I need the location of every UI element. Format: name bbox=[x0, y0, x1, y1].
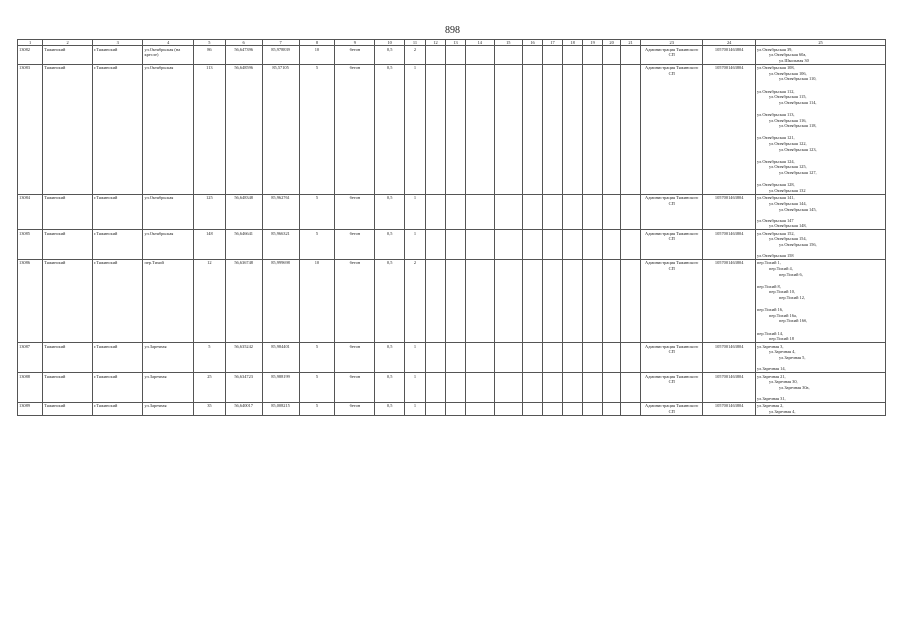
cell-house: 148 bbox=[194, 230, 226, 260]
address-list bbox=[757, 65, 884, 193]
column-number: 5 bbox=[194, 40, 226, 46]
address-item: ул.Октябрьская 123, bbox=[779, 146, 817, 152]
cell-served-addresses bbox=[756, 230, 886, 260]
empty-cell bbox=[603, 373, 621, 403]
address-item: ул.Заречная 14, bbox=[757, 365, 786, 371]
column-number: 10 bbox=[375, 40, 405, 46]
address-item: ул.Октябрьская 108, bbox=[757, 65, 795, 71]
cell-volume: 0,5 bbox=[375, 373, 405, 403]
cell-surface: бетон bbox=[335, 402, 375, 415]
cell-owner: Администрация Тяжинского СП bbox=[641, 259, 703, 342]
address-item: ул.Октябрьская 113, bbox=[757, 112, 795, 118]
empty-cell bbox=[563, 46, 583, 65]
address-item: ул.Октябрьская 144, bbox=[769, 200, 807, 206]
table-row bbox=[18, 230, 886, 260]
cell-district: Тяжинский bbox=[43, 64, 93, 194]
empty-cell bbox=[563, 230, 583, 260]
empty-cell bbox=[523, 194, 543, 229]
table-row bbox=[18, 259, 886, 342]
column-number: 9 bbox=[335, 40, 375, 46]
empty-cell bbox=[466, 343, 494, 373]
empty-cell bbox=[446, 373, 466, 403]
table-row bbox=[18, 64, 886, 194]
cell-settlement: г.Тяжинский bbox=[92, 230, 143, 260]
cell-lat: 56,636748 bbox=[225, 259, 262, 342]
empty-cell bbox=[603, 194, 621, 229]
address-list bbox=[757, 195, 884, 228]
cell-owner: Администрация Тяжинского СП bbox=[641, 194, 703, 229]
cell-house: 125 bbox=[194, 194, 226, 229]
cell-area: 5 bbox=[299, 230, 335, 260]
cell-lat: 56,647396 bbox=[225, 46, 262, 65]
table-row bbox=[18, 343, 886, 373]
address-item: ул.Октябрьская 132 bbox=[769, 187, 806, 193]
table-row bbox=[18, 194, 886, 229]
address-item: ул.Заречная 21, bbox=[757, 373, 786, 379]
cell-volume: 0,5 bbox=[375, 46, 405, 65]
column-number: 12 bbox=[426, 40, 446, 46]
empty-cell bbox=[426, 64, 446, 194]
empty-cell bbox=[446, 46, 466, 65]
empty-cell bbox=[603, 64, 621, 194]
cell-volume: 0,5 bbox=[375, 402, 405, 415]
empty-cell bbox=[494, 259, 522, 342]
cell-lon: 85,999698 bbox=[262, 259, 299, 342]
empty-cell bbox=[621, 373, 641, 403]
cell-district: Тяжинский bbox=[43, 230, 93, 260]
empty-cell bbox=[603, 46, 621, 65]
empty-cell bbox=[621, 402, 641, 415]
cell-count: 1 bbox=[404, 64, 425, 194]
address-item: ул.Октябрьская 115, bbox=[769, 94, 807, 100]
cell-served-addresses bbox=[756, 259, 886, 342]
address-item: ул.Октябрьская 122, bbox=[769, 141, 807, 146]
empty-cell bbox=[543, 373, 563, 403]
address-item: пер.Тихий 1, bbox=[757, 260, 781, 266]
cell-ogrn: 1057001463804 bbox=[703, 230, 756, 260]
column-number: 18 bbox=[563, 40, 583, 46]
address-item: ул.Октябрьская 145, bbox=[779, 206, 817, 212]
address-item: ул.Заречная 30, bbox=[769, 379, 798, 385]
empty-cell bbox=[621, 194, 641, 229]
empty-cell bbox=[583, 230, 603, 260]
empty-cell bbox=[523, 259, 543, 342]
cell-surface: бетон bbox=[335, 230, 375, 260]
empty-cell bbox=[523, 230, 543, 260]
address-item: пер.Тихий 6, bbox=[779, 271, 803, 277]
cell-settlement: г.Тяжинский bbox=[92, 194, 143, 229]
cell-id: 13084 bbox=[18, 194, 43, 229]
address-item: ул.Октябрьская 152, bbox=[757, 230, 795, 236]
cell-street: ул.Заречная bbox=[143, 402, 194, 415]
column-number: 20 bbox=[603, 40, 621, 46]
empty-cell bbox=[523, 343, 543, 373]
cell-district: Тяжинский bbox=[43, 194, 93, 229]
cell-surface: бетон bbox=[335, 46, 375, 65]
cell-house: 12 bbox=[194, 259, 226, 342]
cell-count: 2 bbox=[404, 46, 425, 65]
address-item: ул.Заречная 3, bbox=[757, 343, 784, 349]
cell-street: ул.Октябрьская bbox=[143, 230, 194, 260]
address-item: ул.Октябрьская 121, bbox=[757, 135, 795, 141]
empty-cell bbox=[543, 402, 563, 415]
address-item: пер.Тихий 16а, bbox=[769, 312, 797, 318]
address-list bbox=[757, 344, 884, 372]
cell-settlement: г.Тяжинский bbox=[92, 402, 143, 415]
address-item: ул.Октябрьская 125, bbox=[769, 164, 807, 170]
cell-ogrn: 1057001463804 bbox=[703, 46, 756, 65]
address-item: ул.Октябрьская 114, bbox=[779, 99, 817, 105]
cell-area: 5 bbox=[299, 194, 335, 229]
address-item: ул.Октябрьская 141, bbox=[757, 195, 795, 201]
address-item: пер.Тихий 12, bbox=[779, 295, 806, 301]
column-number: 21 bbox=[621, 40, 641, 46]
empty-cell bbox=[583, 259, 603, 342]
empty-cell bbox=[466, 64, 494, 194]
empty-cell bbox=[494, 373, 522, 403]
cell-lon: 85,962761 bbox=[262, 194, 299, 229]
empty-cell bbox=[466, 46, 494, 65]
table-row bbox=[18, 373, 886, 403]
cell-house: 35 bbox=[194, 402, 226, 415]
address-item: ул.Школьная 30 bbox=[779, 57, 809, 63]
cell-area: 5 bbox=[299, 64, 335, 194]
empty-cell bbox=[583, 194, 603, 229]
address-item: ул.Октябрьская 116, bbox=[769, 117, 807, 123]
cell-owner: Администрация Тяжинского СП bbox=[641, 46, 703, 65]
cell-id: 13085 bbox=[18, 230, 43, 260]
column-number: 11 bbox=[404, 40, 425, 46]
address-list bbox=[757, 403, 884, 414]
address-item: ул.Октябрьская 39, bbox=[757, 46, 793, 52]
empty-cell bbox=[583, 64, 603, 194]
address-item: ул.Октябрьская 154, bbox=[769, 236, 807, 242]
column-number: 24 bbox=[703, 40, 756, 46]
empty-cell bbox=[494, 343, 522, 373]
empty-cell bbox=[426, 402, 446, 415]
empty-cell bbox=[446, 230, 466, 260]
cell-district: Тяжинский bbox=[43, 259, 93, 342]
column-number: 25 bbox=[756, 40, 886, 46]
empty-cell bbox=[494, 64, 522, 194]
address-item: ул.Октябрьская 156, bbox=[779, 241, 817, 247]
address-item: пер.Тихий 18 bbox=[769, 336, 794, 342]
empty-cell bbox=[543, 259, 563, 342]
address-item: ул.Заречная 4, bbox=[769, 349, 796, 355]
page-number: 898 bbox=[445, 25, 460, 36]
cell-owner: Администрация Тяжинского СП bbox=[641, 402, 703, 415]
cell-surface: бетон bbox=[335, 343, 375, 373]
cell-house: 113 bbox=[194, 64, 226, 194]
cell-ogrn: 1057001463804 bbox=[703, 373, 756, 403]
cell-settlement: г.Тяжинский bbox=[92, 259, 143, 342]
empty-cell bbox=[426, 46, 446, 65]
empty-cell bbox=[446, 194, 466, 229]
cell-house: 5 bbox=[194, 343, 226, 373]
cell-count: 1 bbox=[404, 343, 425, 373]
cell-area: 5 bbox=[299, 373, 335, 403]
cell-settlement: г.Тяжинский bbox=[92, 343, 143, 373]
empty-cell bbox=[583, 373, 603, 403]
cell-volume: 0,5 bbox=[375, 194, 405, 229]
empty-cell bbox=[543, 230, 563, 260]
cell-id: 13083 bbox=[18, 64, 43, 194]
empty-cell bbox=[563, 402, 583, 415]
waste-sites-registry-table bbox=[17, 39, 886, 416]
cell-ogrn: 1057001463804 bbox=[703, 343, 756, 373]
cell-settlement: г.Тяжинский bbox=[92, 46, 143, 65]
cell-lat: 56,648348 bbox=[225, 194, 262, 229]
cell-street: ул.Октябрьская bbox=[143, 64, 194, 194]
cell-served-addresses bbox=[756, 46, 886, 65]
empty-cell bbox=[446, 402, 466, 415]
cell-house: 25 bbox=[194, 373, 226, 403]
cell-owner: Администрация Тяжинского СП bbox=[641, 230, 703, 260]
empty-cell bbox=[523, 402, 543, 415]
cell-district: Тяжинский bbox=[43, 46, 93, 65]
address-item: ул.Октябрьская 128, bbox=[757, 182, 795, 188]
empty-cell bbox=[563, 194, 583, 229]
cell-lon: 85,984401 bbox=[262, 343, 299, 373]
cell-owner: Администрация Тяжинского СП bbox=[641, 64, 703, 194]
cell-surface: бетон bbox=[335, 194, 375, 229]
empty-cell bbox=[543, 343, 563, 373]
column-number: 1 bbox=[18, 40, 43, 46]
empty-cell bbox=[494, 402, 522, 415]
cell-lon: 85,966321 bbox=[262, 230, 299, 260]
address-item: ул.Октябрьская 148, bbox=[769, 223, 807, 229]
cell-district: Тяжинский bbox=[43, 402, 93, 415]
address-list bbox=[757, 374, 884, 402]
empty-cell bbox=[426, 373, 446, 403]
cell-district: Тяжинский bbox=[43, 373, 93, 403]
empty-cell bbox=[446, 64, 466, 194]
empty-cell bbox=[543, 64, 563, 194]
empty-cell bbox=[621, 259, 641, 342]
column-number: 2 bbox=[43, 40, 93, 46]
cell-settlement: г.Тяжинский bbox=[92, 64, 143, 194]
address-list bbox=[757, 47, 884, 64]
cell-id: 13089 bbox=[18, 402, 43, 415]
cell-street: ул.Заречная bbox=[143, 373, 194, 403]
cell-lat: 56,635242 bbox=[225, 343, 262, 373]
empty-cell bbox=[466, 402, 494, 415]
address-item: ул.Заречная 31, bbox=[757, 395, 786, 401]
address-item: ул.Октябрьская 147 bbox=[757, 217, 794, 223]
empty-cell bbox=[426, 194, 446, 229]
column-number: 14 bbox=[466, 40, 494, 46]
empty-cell bbox=[466, 230, 494, 260]
address-item: ул.Октябрьская 110, bbox=[779, 76, 817, 82]
address-item: ул.Заречная 30а, bbox=[779, 384, 810, 390]
address-item: ул.Октябрьская 158 bbox=[757, 252, 794, 258]
empty-cell bbox=[446, 343, 466, 373]
cell-id: 13088 bbox=[18, 373, 43, 403]
cell-district: Тяжинский bbox=[43, 343, 93, 373]
empty-cell bbox=[523, 64, 543, 194]
empty-cell bbox=[563, 373, 583, 403]
cell-ogrn: 1057001463804 bbox=[703, 64, 756, 194]
cell-area: 10 bbox=[299, 259, 335, 342]
column-number: 13 bbox=[446, 40, 466, 46]
empty-cell bbox=[621, 64, 641, 194]
cell-ogrn: 1057001463804 bbox=[703, 259, 756, 342]
empty-cell bbox=[466, 194, 494, 229]
empty-cell bbox=[603, 259, 621, 342]
address-list bbox=[757, 231, 884, 259]
empty-cell bbox=[426, 343, 446, 373]
cell-volume: 0,5 bbox=[375, 259, 405, 342]
empty-cell bbox=[583, 402, 603, 415]
cell-id: 13087 bbox=[18, 343, 43, 373]
cell-lon: 85,988199 bbox=[262, 373, 299, 403]
cell-lat: 56,634723 bbox=[225, 373, 262, 403]
address-item: пер.Тихий 4, bbox=[769, 266, 793, 272]
cell-lon: 85,978839 bbox=[262, 46, 299, 65]
empty-cell bbox=[603, 343, 621, 373]
empty-cell bbox=[466, 373, 494, 403]
cell-owner: Администрация Тяжинского СП bbox=[641, 373, 703, 403]
cell-served-addresses bbox=[756, 64, 886, 194]
cell-lat: 56,640017 bbox=[225, 402, 262, 415]
cell-ogrn: 1057001463804 bbox=[703, 402, 756, 415]
address-item: пер.Тихий 8, bbox=[757, 283, 781, 289]
cell-served-addresses bbox=[756, 373, 886, 403]
cell-surface: бетон bbox=[335, 259, 375, 342]
cell-area: 5 bbox=[299, 402, 335, 415]
cell-volume: 0,5 bbox=[375, 343, 405, 373]
address-item: ул.Октябрьская 118, bbox=[779, 123, 817, 129]
cell-volume: 0,5 bbox=[375, 230, 405, 260]
empty-cell bbox=[426, 259, 446, 342]
address-item: ул.Заречная 4, bbox=[769, 408, 796, 414]
address-item: пер.Тихий 10, bbox=[769, 289, 796, 295]
column-number: 19 bbox=[583, 40, 603, 46]
address-item: ул.Заречная 5, bbox=[779, 354, 806, 360]
empty-cell bbox=[446, 259, 466, 342]
cell-surface: бетон bbox=[335, 373, 375, 403]
empty-cell bbox=[583, 46, 603, 65]
cell-count: 1 bbox=[404, 230, 425, 260]
cell-area: 10 bbox=[299, 46, 335, 65]
address-item: ул.Октябрьская 60а, bbox=[769, 52, 807, 58]
empty-cell bbox=[563, 343, 583, 373]
cell-id: 13082 bbox=[18, 46, 43, 65]
cell-lon: 85,008215 bbox=[262, 402, 299, 415]
cell-area: 5 bbox=[299, 343, 335, 373]
cell-house: 86 bbox=[194, 46, 226, 65]
empty-cell bbox=[621, 343, 641, 373]
address-item: ул.Заречная 2, bbox=[757, 403, 784, 409]
empty-cell bbox=[543, 194, 563, 229]
cell-served-addresses bbox=[756, 194, 886, 229]
cell-surface: бетон bbox=[335, 64, 375, 194]
empty-cell bbox=[621, 46, 641, 65]
empty-cell bbox=[621, 230, 641, 260]
cell-lat: 56,648596 bbox=[225, 64, 262, 194]
cell-owner: Администрация Тяжинского СП bbox=[641, 343, 703, 373]
column-number: 8 bbox=[299, 40, 335, 46]
cell-lat: 56,646641 bbox=[225, 230, 262, 260]
empty-cell bbox=[466, 259, 494, 342]
column-number: 4 bbox=[143, 40, 194, 46]
empty-cell bbox=[583, 343, 603, 373]
address-item: пер.Тихий 16, bbox=[757, 307, 784, 313]
cell-street: ул.Октябрьская bbox=[143, 194, 194, 229]
cell-street: ул.Октябрьская (на кресле) bbox=[143, 46, 194, 65]
empty-cell bbox=[426, 230, 446, 260]
cell-street: ул.Заречная bbox=[143, 343, 194, 373]
empty-cell bbox=[523, 373, 543, 403]
cell-id: 13086 bbox=[18, 259, 43, 342]
address-item: пер.Тихий 16б, bbox=[779, 318, 808, 324]
cell-settlement: г.Тяжинский bbox=[92, 373, 143, 403]
address-item: ул.Октябрьская 127, bbox=[779, 169, 817, 175]
table-row bbox=[18, 46, 886, 65]
table-row bbox=[18, 402, 886, 415]
empty-cell bbox=[603, 230, 621, 260]
empty-cell bbox=[494, 230, 522, 260]
address-item: пер.Тихий 14, bbox=[757, 330, 784, 336]
column-number: 16 bbox=[523, 40, 543, 46]
empty-cell bbox=[563, 64, 583, 194]
cell-count: 1 bbox=[404, 373, 425, 403]
empty-cell bbox=[563, 259, 583, 342]
cell-served-addresses bbox=[756, 343, 886, 373]
cell-lon: 85,57105 bbox=[262, 64, 299, 194]
column-number: 7 bbox=[262, 40, 299, 46]
empty-cell bbox=[494, 194, 522, 229]
empty-cell bbox=[543, 46, 563, 65]
cell-volume: 0,5 bbox=[375, 64, 405, 194]
cell-count: 2 bbox=[404, 259, 425, 342]
empty-cell bbox=[523, 46, 543, 65]
address-item: ул.Октябрьская 124, bbox=[757, 158, 795, 164]
column-number: 3 bbox=[92, 40, 143, 46]
address-item: ул.Октябрьская 106, bbox=[769, 70, 807, 76]
empty-cell bbox=[603, 402, 621, 415]
address-item: ул.Октябрьская 112, bbox=[757, 88, 795, 94]
cell-ogrn: 1057001463804 bbox=[703, 194, 756, 229]
cell-served-addresses bbox=[756, 402, 886, 415]
address-list bbox=[757, 260, 884, 341]
column-number: 23 bbox=[641, 40, 703, 46]
column-number: 17 bbox=[543, 40, 563, 46]
column-number: 15 bbox=[494, 40, 522, 46]
cell-count: 1 bbox=[404, 194, 425, 229]
cell-count: 1 bbox=[404, 402, 425, 415]
empty-cell bbox=[494, 46, 522, 65]
cell-street: пер.Тихий bbox=[143, 259, 194, 342]
column-number: 6 bbox=[225, 40, 262, 46]
